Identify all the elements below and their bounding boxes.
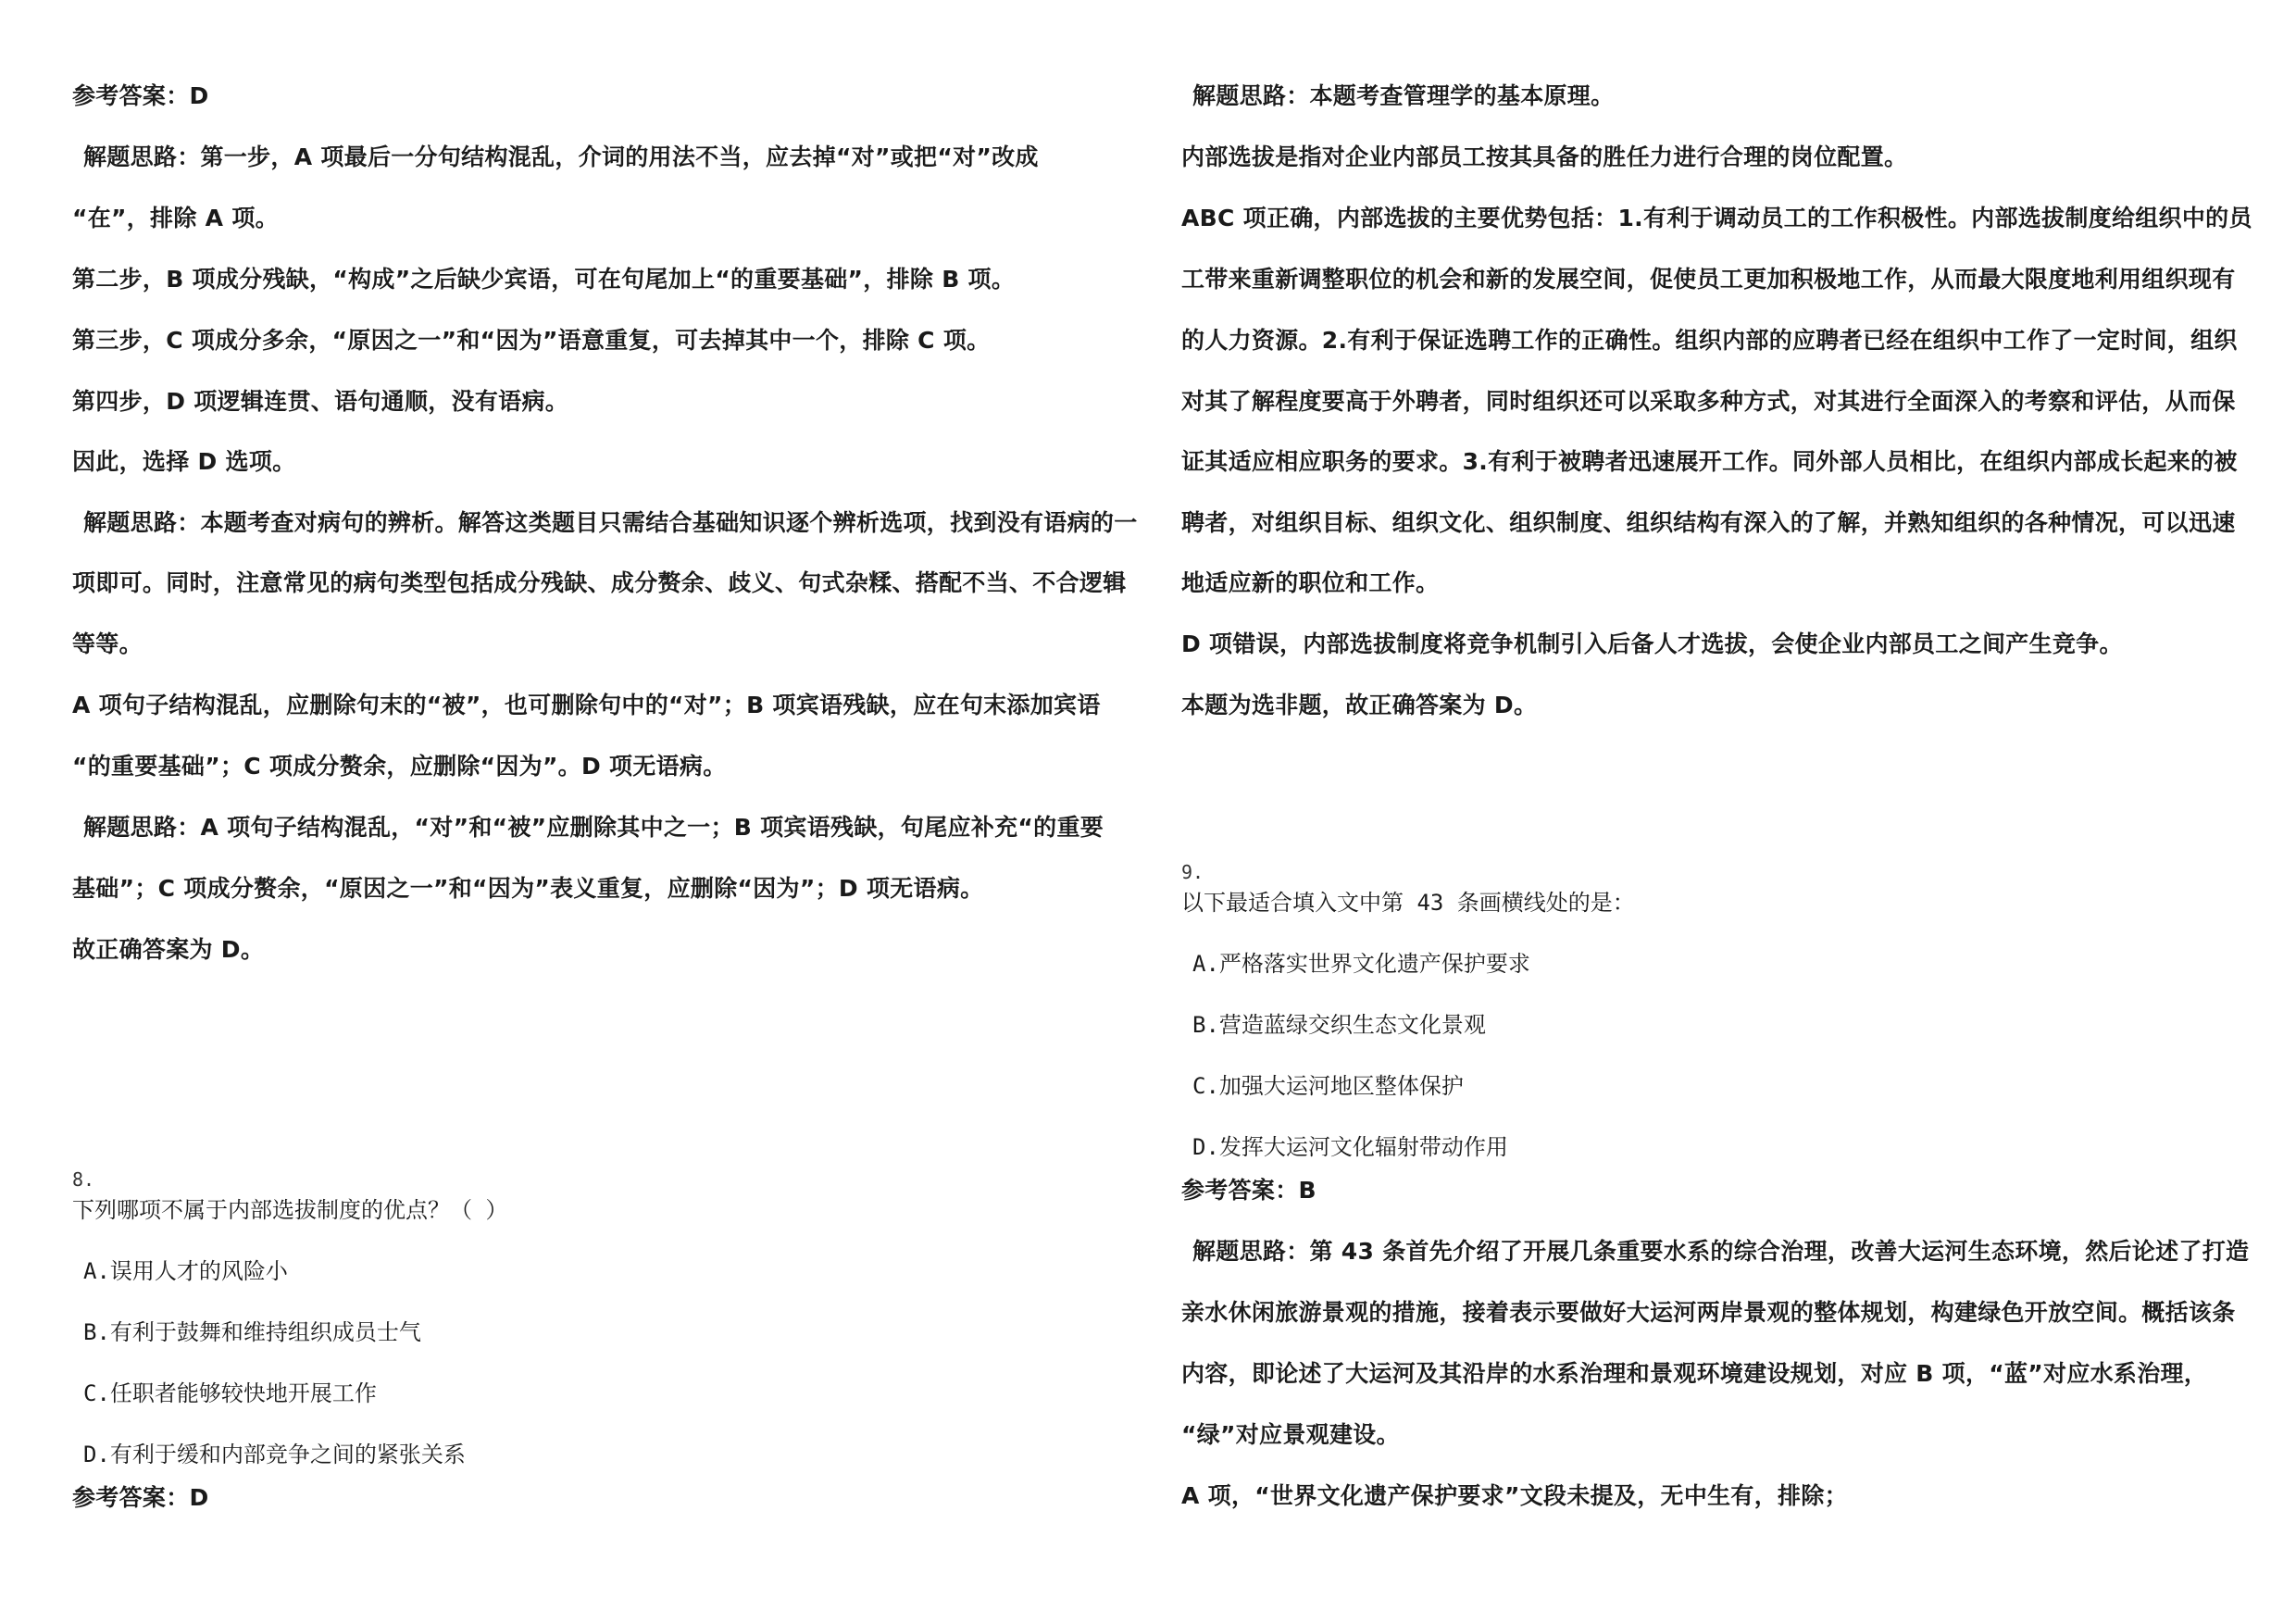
analysis-line: 证其适应相应职务的要求。3.有利于被聘者迅速展开工作。同外部人员相比，在组织内部成长起来的被: [1181, 448, 2238, 475]
option-d: D.有利于缓和内部竞争之间的紧张关系: [83, 1442, 466, 1467]
question-text: 下列哪项不属于内部选拔制度的优点？（ ）: [72, 1197, 508, 1223]
option-b: B.营造蓝绿交织生态文化景观: [1192, 1012, 1486, 1038]
analysis-line: 解题思路：本题考查管理学的基本原理。: [1192, 82, 1615, 109]
analysis-line: “在”，排除 A 项。: [72, 205, 279, 231]
question-number: 8.: [72, 1168, 95, 1191]
analysis-line: 工带来重新调整职位的机会和新的发展空间，促使员工更加积极地工作，从而最大限度地利用组织现有: [1181, 266, 2236, 293]
analysis-line: 聘者，对组织目标、组织文化、组织制度、组织结构有深入的了解，并熟知组织的各种情况，可以迅速: [1181, 509, 2236, 536]
answer-label: 参考答案：D: [72, 82, 209, 109]
analysis-line: A 项句子结构混乱，应删除句末的“被”，也可删除句中的“对”；B 项宾语残缺，应在句末添加宾语: [72, 692, 1101, 718]
analysis-line: 内容，即论述了大运河及其沿岸的水系治理和景观环境建设规划，对应 B 项，“蓝”对应水系治理，: [1181, 1360, 2208, 1387]
analysis-line: 解题思路：第 43 条首先介绍了开展几条重要水系的综合治理，改善大运河生态环境，然后论述了打造: [1192, 1238, 2250, 1265]
option-d: D.发挥大运河文化辐射带动作用: [1192, 1134, 1508, 1160]
analysis-line: “的重要基础”；C 项成分赘余，应删除“因为”。D 项无语病。: [72, 753, 727, 780]
analysis-line: 的人力资源。2.有利于保证选聘工作的正确性。组织内部的应聘者已经在组织中工作了一定时间，组织: [1181, 327, 2238, 354]
option-c: C.加强大运河地区整体保护: [1192, 1073, 1464, 1099]
question-number: 9.: [1181, 861, 1204, 883]
analysis-line: 第四步，D 项逻辑连贯、语句通顺，没有语病。: [72, 388, 569, 415]
answer-label: 参考答案：B: [1181, 1177, 1316, 1204]
analysis-line: 因此，选择 D 选项。: [72, 448, 296, 475]
analysis-line: ABC 项正确，内部选拔的主要优势包括：1.有利于调动员工的工作积极性。内部选拔制度给组织中的员: [1181, 205, 2252, 231]
analysis-line: “绿”对应景观建设。: [1181, 1421, 1400, 1448]
analysis-line: 本题为选非题，故正确答案为 D。: [1181, 692, 1538, 718]
analysis-line: 对其了解程度要高于外聘者，同时组织还可以采取多种方式，对其进行全面深入的考察和评估，从而保: [1181, 388, 2236, 415]
answer-label: 参考答案：D: [72, 1484, 209, 1511]
analysis-line: 项即可。同时，注意常见的病句类型包括成分残缺、成分赘余、歧义、句式杂糅、搭配不当、不合逻辑: [72, 569, 1127, 596]
option-a: A.误用人才的风险小: [83, 1258, 288, 1284]
option-a: A.严格落实世界文化遗产保护要求: [1192, 951, 1530, 977]
analysis-line: 解题思路：第一步，A 项最后一分句结构混乱，介词的用法不当，应去掉“对”或把“对”改成: [83, 144, 1039, 170]
analysis-line: 第二步，B 项成分残缺，“构成”之后缺少宾语，可在句尾加上“的重要基础”，排除 B 项。: [72, 266, 1016, 293]
analysis-line: 解题思路：本题考查对病句的辨析。解答这类题目只需结合基础知识逐个辨析选项，找到没有语病的一: [83, 509, 1138, 536]
analysis-line: D 项错误，内部选拔制度将竞争机制引入后备人才选拔，会使企业内部员工之间产生竞争。: [1181, 630, 2123, 657]
analysis-line: 内部选拔是指对企业内部员工按其具备的胜任力进行合理的岗位配置。: [1181, 144, 1908, 170]
analysis-line: 解题思路：A 项句子结构混乱，“对”和“被”应删除其中之一；B 项宾语残缺，句尾应补充“的重要: [83, 814, 1104, 841]
analysis-line: 地适应新的职位和工作。: [1181, 569, 1440, 596]
analysis-line: A 项，“世界文化遗产保护要求”文段未提及，无中生有，排除；: [1181, 1482, 1848, 1509]
analysis-line: 第三步，C 项成分多余，“原因之一”和“因为”语意重复，可去掉其中一个，排除 C 项。: [72, 327, 991, 354]
option-b: B.有利于鼓舞和维持组织成员士气: [83, 1319, 421, 1345]
analysis-line: 基础”；C 项成分赘余，“原因之一”和“因为”表义重复，应删除“因为”；D 项无语病。: [72, 875, 984, 902]
analysis-line: 等等。: [72, 630, 143, 657]
option-c: C.任职者能够较快地开展工作: [83, 1380, 377, 1406]
question-text: 以下最适合填入文中第 43 条画横线处的是：: [1181, 890, 1635, 916]
analysis-line: 亲水休闲旅游景观的措施，接着表示要做好大运河两岸景观的整体规划，构建绿色开放空间。概括该条: [1181, 1299, 2236, 1326]
analysis-line: 故正确答案为 D。: [72, 936, 265, 963]
